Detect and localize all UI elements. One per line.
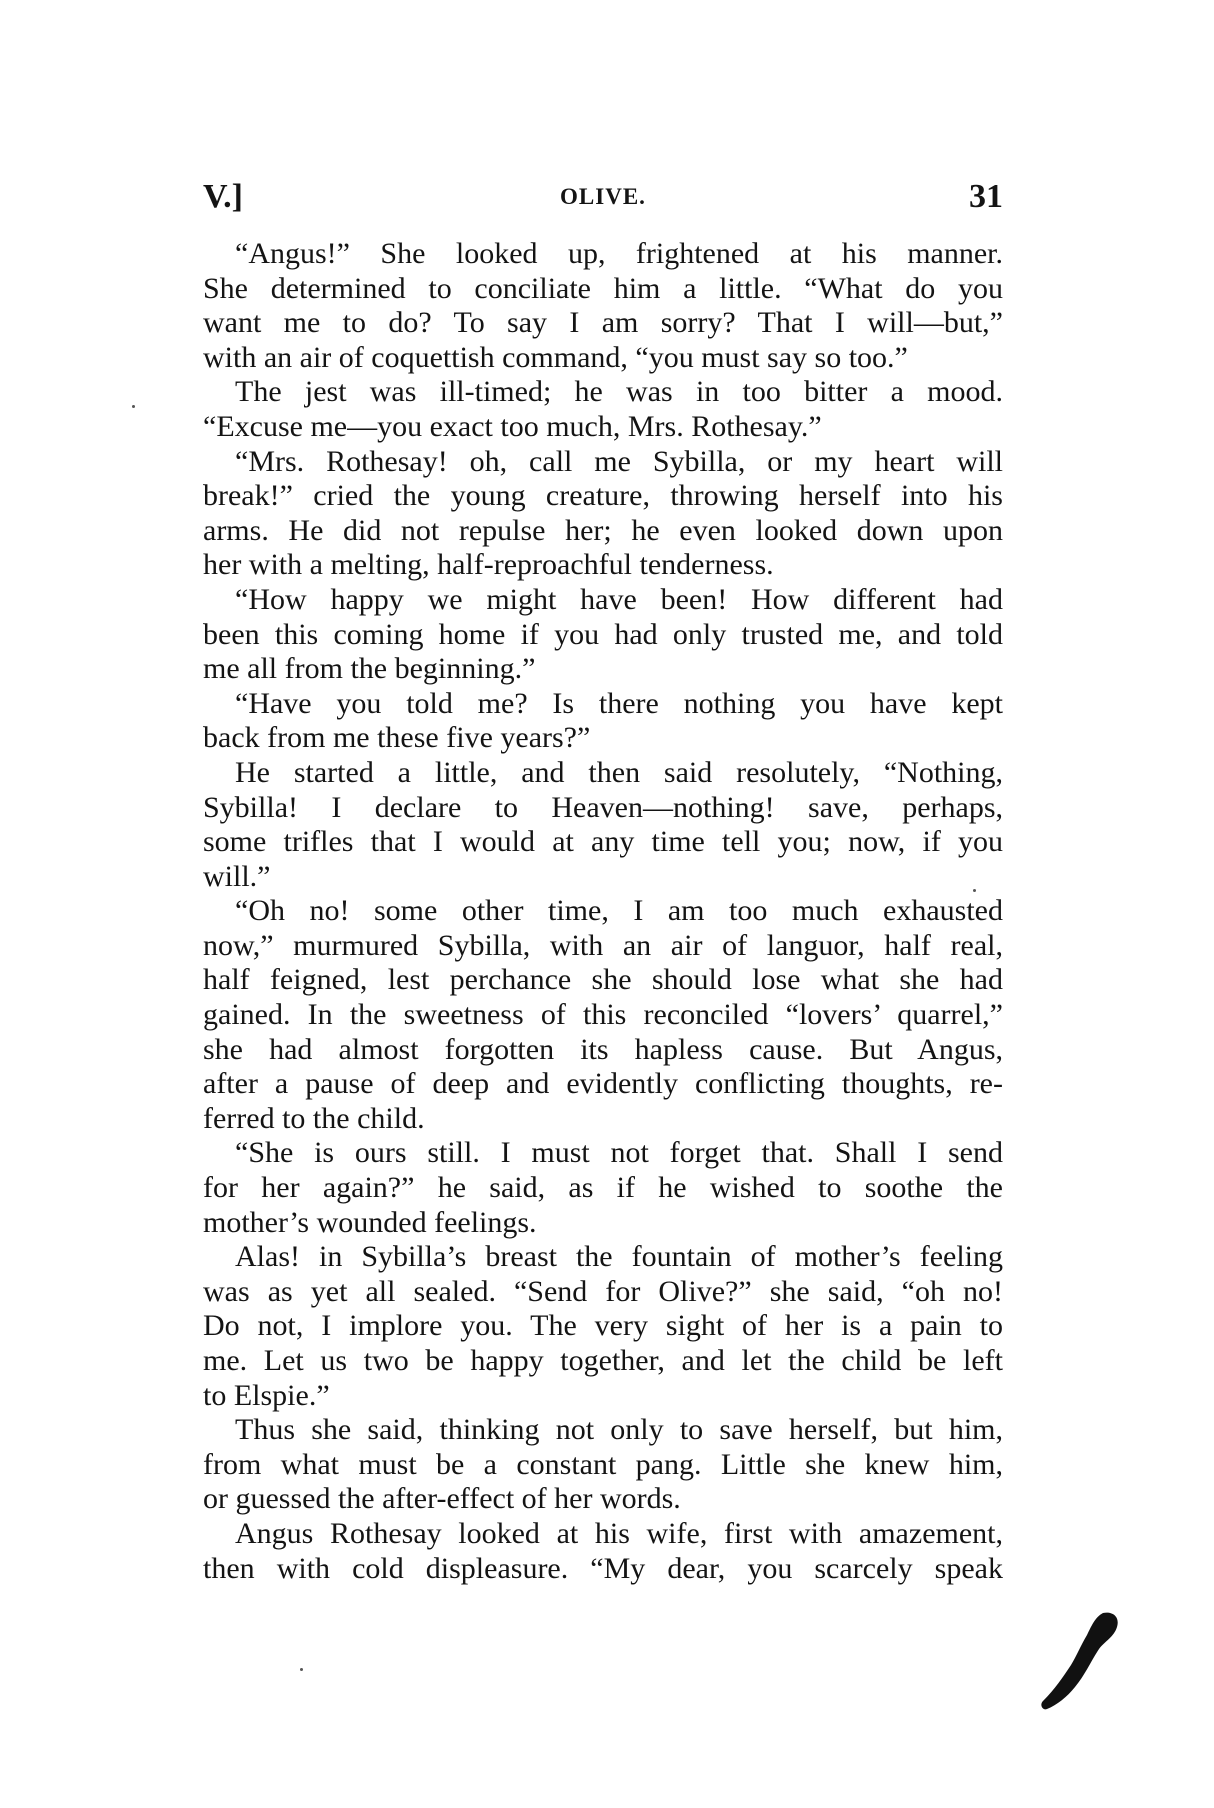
text-line: Do not, I implore you. The very sight of her is a pain to	[203, 1309, 1003, 1343]
text-line: gained. In the sweetness of this reconciled “lovers’ quarrel,”	[203, 998, 1003, 1032]
chapter-marker: V.]	[203, 178, 243, 215]
text-line: back from me these five years?”	[203, 721, 591, 755]
text-line: “How happy we might have been! How different had	[235, 582, 1003, 616]
running-header	[203, 178, 1003, 218]
text-line: break!” cried the young creature, throwing herself into his	[203, 479, 1003, 513]
paragraph	[203, 756, 1003, 894]
text-line: for her again?” he said, as if he wished to soothe the	[203, 1171, 1003, 1205]
paragraph	[203, 1517, 1003, 1586]
text-line: She determined to conciliate him a little. “What do you	[203, 271, 1003, 305]
paragraph	[203, 445, 1003, 583]
paragraph	[203, 894, 1003, 1136]
text-line: will.”	[203, 859, 271, 893]
text-line: Alas! in Sybilla’s breast the fountain of mother’s feeling	[235, 1240, 1003, 1274]
text-line: with an air of coquettish command, “you must say so too.”	[203, 340, 908, 374]
text-line: Sybilla! I declare to Heaven—nothing! save, perhaps,	[203, 790, 1003, 824]
text-line: half feigned, lest perchance she should lose what she had	[203, 963, 1003, 997]
ink-blot-mark	[1025, 1605, 1125, 1715]
paragraph	[203, 1240, 1003, 1413]
text-line: mother’s wounded feelings.	[203, 1205, 537, 1239]
text-line: from what must be a constant pang. Little she knew him,	[203, 1447, 1003, 1481]
text-line: The jest was ill-timed; he was in too bitter a mood.	[235, 375, 1003, 409]
text-line: Thus she said, thinking not only to save herself, but him,	[235, 1413, 1003, 1447]
paragraph	[203, 583, 1003, 687]
paper-speck	[132, 405, 135, 408]
page-number: 31	[969, 178, 1003, 215]
text-line: “Excuse me—you exact too much, Mrs. Rothesay.”	[203, 409, 822, 443]
text-line: “Angus!” She looked up, frightened at his manner.	[235, 237, 1003, 270]
text-line: she had almost forgotten its hapless cause. But Angus,	[203, 1032, 1003, 1066]
text-line: “Mrs. Rothesay! oh, call me Sybilla, or my heart will	[235, 444, 1003, 478]
paper-speck	[300, 1668, 303, 1671]
text-line: was as yet all sealed. “Send for Olive?” she said, “oh no!	[203, 1274, 1003, 1308]
text-line: want me to do? To say I am sorry? That I will—but,”	[203, 306, 1003, 340]
paragraph	[203, 1136, 1003, 1240]
text-line: now,” murmured Sybilla, with an air of languor, half real,	[203, 928, 1003, 962]
paragraph	[203, 375, 1003, 444]
text-line: ferred to the child.	[203, 1101, 425, 1135]
text-line: me all from the beginning.”	[203, 652, 536, 686]
paragraph	[203, 1413, 1003, 1517]
text-line: me. Let us two be happy together, and let the child be left	[203, 1344, 1003, 1377]
text-line: to Elspie.”	[203, 1378, 330, 1412]
text-line: “Oh no! some other time, I am too much exhausted	[235, 894, 1003, 928]
text-line: He started a little, and then said resolutely, “Nothing,	[235, 755, 1003, 789]
text-line: or guessed the after-effect of her words.	[203, 1482, 681, 1516]
text-line: “She is ours still. I must not forget that. Shall I send	[235, 1136, 1003, 1170]
body-text	[203, 237, 1003, 1586]
running-title: OLIVE.	[560, 184, 646, 209]
text-line: arms. He did not repulse her; he even looked down upon	[203, 513, 1003, 547]
paragraph	[203, 237, 1003, 375]
text-line: “Have you told me? Is there nothing you have kept	[235, 686, 1003, 720]
text-line: been this coming home if you had only trusted me, and told	[203, 617, 1003, 651]
text-line: after a pause of deep and evidently conflicting thoughts, re-	[203, 1067, 1003, 1101]
text-line: some trifles that I would at any time tell you; now, if you	[203, 825, 1003, 859]
paragraph	[203, 687, 1003, 756]
text-line: her with a melting, half-reproachful tenderness.	[203, 548, 774, 582]
paper-speck	[973, 889, 976, 892]
text-line: then with cold displeasure. “My dear, you scarcely speak	[203, 1551, 1003, 1585]
text-line: Angus Rothesay looked at his wife, first with amazement,	[235, 1516, 1003, 1550]
